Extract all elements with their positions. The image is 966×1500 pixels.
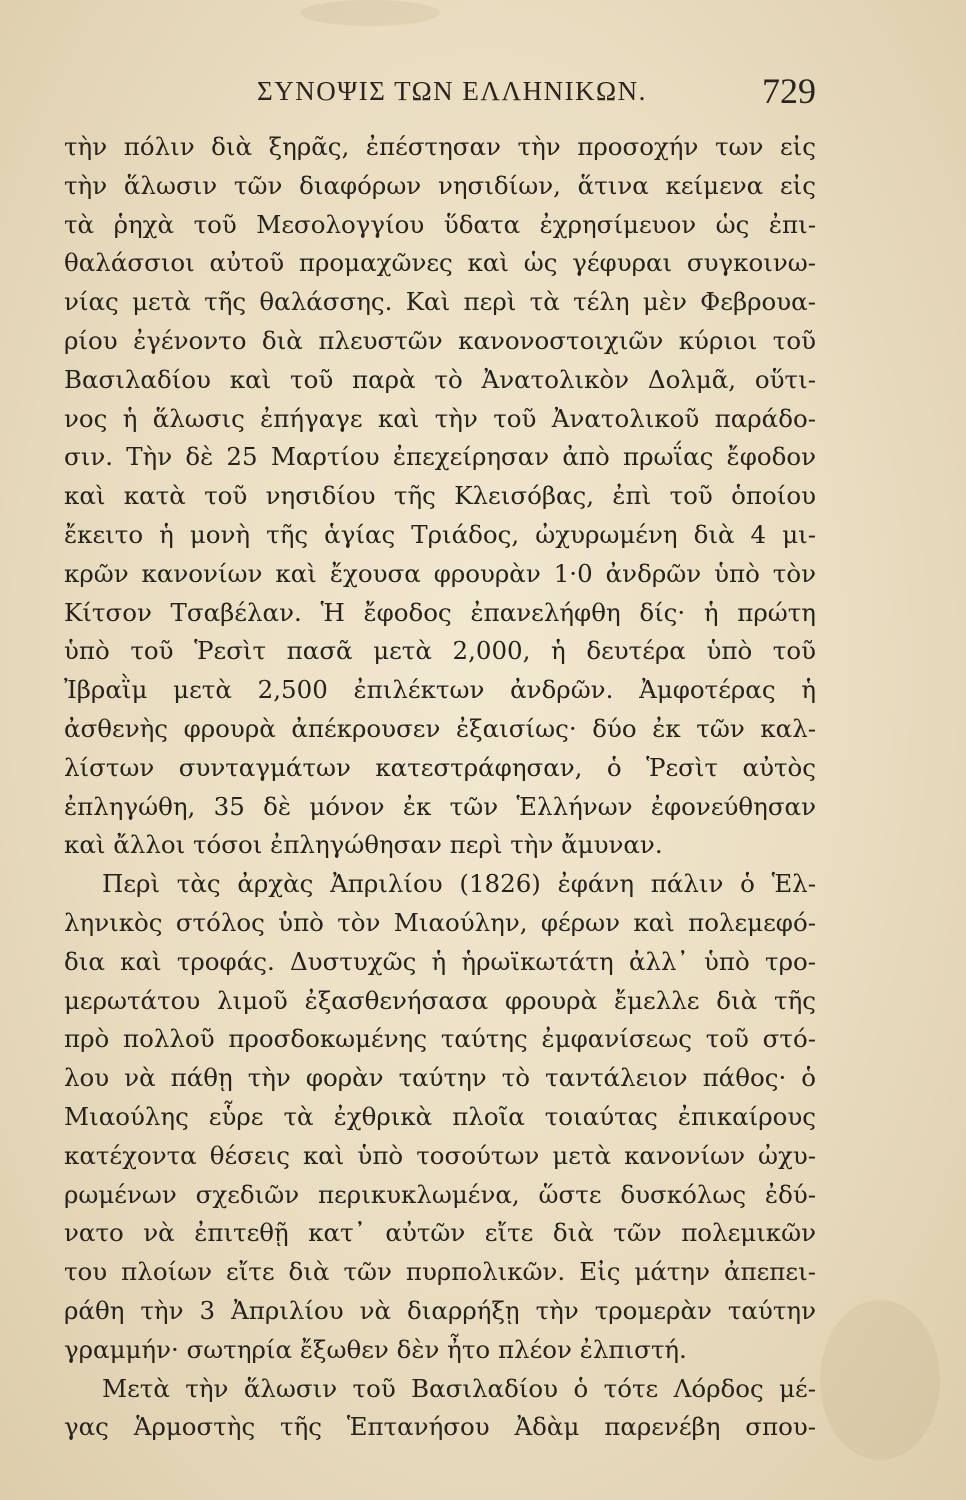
text-line: καὶ κατὰ τοῦ νησιδίου τῆς Κλεισόβας, ἐπὶ τοῦ ὁποίου xyxy=(64,481,816,511)
text-line: τὰ ῥηχὰ τοῦ Μεσολογγίου ὕδατα ἐχρησίμευον ὡς ἐπι- xyxy=(64,209,816,239)
text-line: ρίου ἐγένοντο διὰ πλευστῶν κανονοστοιχιῶν κύριοι τοῦ xyxy=(64,325,816,355)
text-line: ἐπληγώθη, 35 δὲ μόνον ἐκ τῶν Ἑλλήνων ἐφονεύθησαν xyxy=(64,791,816,821)
text-line: λίστων συνταγμάτων κατεστράφησαν, ὁ Ῥεσὶτ αὐτὸς xyxy=(64,752,816,782)
text-line: γας Ἁρμοστὴς τῆς Ἑπτανήσου Ἀδὰμ παρενέβη σπου- xyxy=(64,1412,816,1442)
page-number: 729 xyxy=(762,71,816,111)
text-line: νατο νὰ ἐπιτεθῇ κατ᾽ αὐτῶν εἴτε διὰ τῶν πολεμικῶν xyxy=(64,1218,816,1248)
paper-stain xyxy=(820,1300,940,1460)
text-line: του πλοίων εἴτε διὰ τῶν πυρπολικῶν. Εἰς μάτην ἀπεπει- xyxy=(64,1257,816,1287)
text-line: ληνικὸς στόλος ὑπὸ τὸν Μιαούλην, φέρων καὶ πολεμεφό- xyxy=(64,907,816,937)
text-line: γραμμήν· σωτηρία ἔξωθεν δὲν ἦτο πλέον ἐλπιστή. xyxy=(64,1334,687,1364)
text-line: ἔκειτο ἡ μονὴ τῆς ἁγίας Τριάδος, ὠχυρωμένη διὰ 4 μι- xyxy=(64,519,816,549)
text-line: δια καὶ τροφάς. Δυστυχῶς ἡ ἡρωϊκωτάτη ἀλλ᾽ ὑπὸ τρο- xyxy=(64,946,816,976)
text-line: νίας μετὰ τῆς θαλάσσης. Καὶ περὶ τὰ τέλη μὲν Φεβρουα- xyxy=(64,287,816,317)
text-line: ἀσθενὴς φρουρὰ ἀπέκρουσεν ἐξαισίως· δύο ἐκ τῶν καλ- xyxy=(64,713,816,743)
text-line: λου νὰ πάθῃ τὴν φορὰν ταύτην τὸ ταντάλειον πάθος· ὁ xyxy=(64,1063,816,1093)
text-line: ράθη τὴν 3 Ἀπριλίου νὰ διαρρήξῃ τὴν τρομερὰν ταύτην xyxy=(64,1295,816,1325)
text-line: Μετὰ τὴν ἅλωσιν τοῦ Βασιλαδίου ὁ τότε Λόρδος μέ- xyxy=(102,1373,816,1403)
text-line: κατέχοντα θέσεις καὶ ὑπὸ τοσούτων μετὰ κανονίων ὠχυ- xyxy=(64,1140,816,1170)
text-line: τὴν ἅλωσιν τῶν διαφόρων νησιδίων, ἅτινα κείμενα εἰς xyxy=(64,170,816,200)
text-line: Κίτσον Τσαβέλαν. Ἡ ἔφοδος ἐπανελήφθη δίς· ἡ πρώτη xyxy=(64,597,816,627)
paper-stain xyxy=(300,0,440,26)
text-line: νος ἡ ἅλωσις ἐπήγαγε καὶ τὴν τοῦ Ἀνατολικοῦ παράδο- xyxy=(64,403,816,433)
text-line: τὴν πόλιν διὰ ξηρᾶς, ἐπέστησαν τὴν προσοχήν των εἰς xyxy=(64,132,816,161)
text-line: μερωτάτου λιμοῦ ἐξασθενήσασα φρουρὰ ἔμελλε διὰ τῆς xyxy=(64,985,816,1015)
text-line: θαλάσσιοι αὐτοῦ προμαχῶνες καὶ ὡς γέφυραι συγκοινω- xyxy=(64,248,816,278)
text-line: σιν. Τὴν δὲ 25 Μαρτίου ἐπεχείρησαν ἀπὸ πρωΐας ἔφοδον xyxy=(64,442,816,472)
text-line: καὶ ἄλλοι τόσοι ἐπληγώθησαν περὶ τὴν ἄμυναν. xyxy=(64,830,663,860)
text-line: ρωμένων σχεδιῶν περικυκλωμένα, ὥστε δυσκόλως ἐδύ- xyxy=(64,1179,816,1209)
text-line: Περὶ τὰς ἀρχὰς Ἀπριλίου (1826) ἐφάνη πάλιν ὁ Ἑλ- xyxy=(102,869,816,899)
text-line: Βασιλαδίου καὶ τοῦ παρὰ τὸ Ἀνατολικὸν Δολμᾶ, οὕτι- xyxy=(64,364,816,394)
text-line: Ἰβραῒμ μετὰ 2,500 ἐπιλέκτων ἀνδρῶν. Ἀμφοτέρας ἡ xyxy=(64,675,816,705)
text-line: κρῶν κανονίων καὶ ἔχουσα φρουρὰν 1·0 ἀνδρῶν ὑπὸ τὸν xyxy=(64,558,816,588)
text-line: Μιαούλης εὗρε τὰ ἐχθρικὰ πλοῖα τοιαύτας ἐπικαίρους xyxy=(64,1101,816,1131)
body-text xyxy=(64,128,816,1447)
text-line: πρὸ πολλοῦ προσδοκωμένης ταύτης ἐμφανίσεως τοῦ στό- xyxy=(64,1024,816,1054)
page-header xyxy=(62,70,816,114)
text-line: ὑπὸ τοῦ Ῥεσὶτ πασᾶ μετὰ 2,000, ἡ δευτέρα ὑπὸ τοῦ xyxy=(64,636,816,666)
running-head: ΣΥΝΟΨΙΣ ΤΩΝ ΕΛΛΗΝΙΚΩΝ. xyxy=(257,76,647,106)
